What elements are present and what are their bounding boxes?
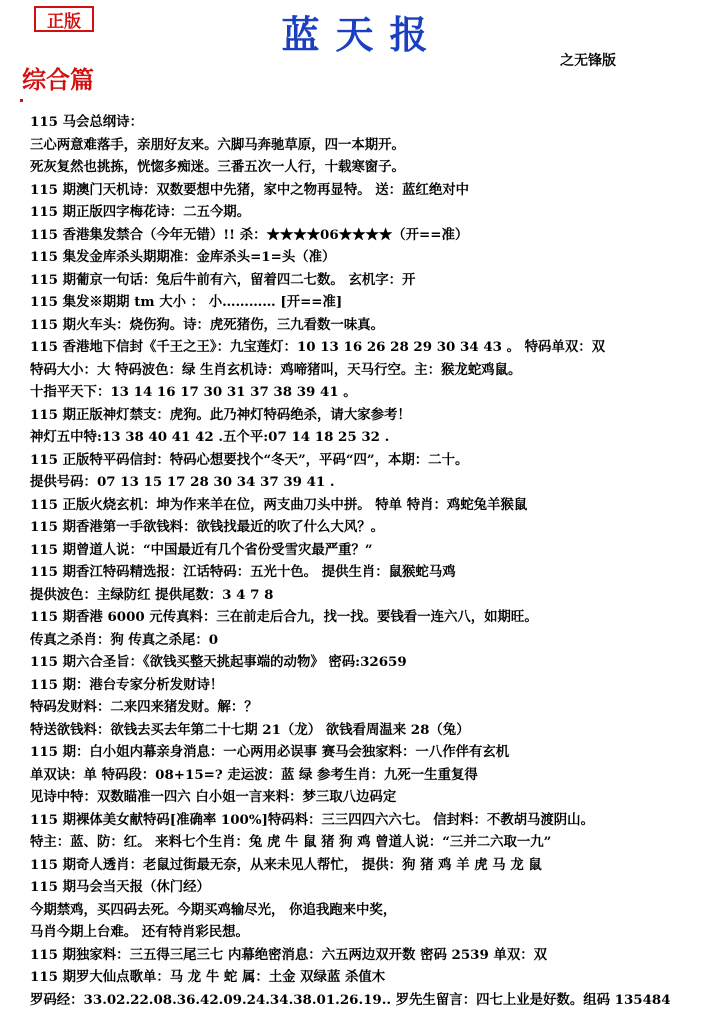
text-line: 罗码经：33.02.22.08.36.42.09.24.34.38.01.26.19.. 罗先生留言：四七上业是好数。组码 135484 <box>30 989 720 1011</box>
content-lines <box>30 111 720 1011</box>
text-line: 115 期香江特码精选报：江话特码：五光十色。 提供生肖：鼠猴蛇马鸡 <box>30 561 720 584</box>
text-line: 115 期火车头：烧伤狗。诗：虎死猪伤，三九看数一味真。 <box>30 314 720 337</box>
text-line: 115 期马会当天报（休门经） <box>30 876 720 899</box>
text-line: 115 期正版四字梅花诗：二五今期。 <box>30 201 720 224</box>
text-line: 115 期奇人透肖：老鼠过街最无奈，从来未见人帮忙， 提供：狗 猪 鸡 羊 虎 马 龙 鼠 <box>30 854 720 877</box>
text-line: 115 期独家料：三五得三尾三七 内幕绝密消息：六五两边双开数 密码 2539 单双：双 <box>30 944 720 967</box>
decorative-dot <box>20 99 23 102</box>
text-line: 115 马会总纲诗： <box>30 111 720 134</box>
text-line: 115 期罗大仙点歌单：马 龙 牛 蛇 属：土金 双绿蓝 杀值木 <box>30 966 720 989</box>
text-line: 115 期香港第一手欲钱料：欲钱找最近的吹了什么大风？。 <box>30 516 720 539</box>
genuine-badge: 正版 <box>34 6 94 32</box>
page-title: 蓝天报 <box>0 4 725 59</box>
text-line: 115 期葡京一句话：兔后牛前有六，留着四二七数。 玄机字：开 <box>30 269 720 292</box>
text-line: 特送欲钱料：欲钱去买去年第二十七期 21（龙） 欲钱看周温来 28（兔） <box>30 719 720 742</box>
text-line: 死灰复然也挑拣，恍惚多痴迷。三番五次一人行，十载寒窗子。 <box>30 156 720 179</box>
text-line: 115 期裸体美女献特码[准确率 100%]特码料：三三四四六六七。 信封料：不教胡马渡阴山。 <box>30 809 720 832</box>
text-line: 115 集发金库杀头期期准：金库杀头=1=头（准） <box>30 246 720 269</box>
text-line: 115 正版特平码信封：特码心想要找个“冬天”，平码“四”，本期：二十。 <box>30 449 720 472</box>
text-line: 十指平天下：13 14 16 17 30 31 37 38 39 41 。 <box>30 381 720 404</box>
text-line: 单双诀：单 特码段：08+15=? 走运波：蓝 绿 参考生肖：九死一生重复得 <box>30 764 720 787</box>
text-line: 提供波色：主绿防红 提供尾数：3 4 7 8 <box>30 584 720 607</box>
text-line: 神灯五中特:13 38 40 41 42 .五个平:07 14 18 25 32 . <box>30 426 720 449</box>
text-line: 今期禁鸡，买四码去死。今期买鸡输尽光， 你追我跑来中奖， <box>30 899 720 922</box>
text-line: 提供号码：07 13 15 17 28 30 34 37 39 41 . <box>30 471 720 494</box>
text-line: 115 香港集发禁合（今年无错）!! 杀：★★★★06★★★★（开==准） <box>30 224 720 247</box>
text-line: 115 集发※期期 tm 大小 ： 小………… [开==准] <box>30 291 720 314</box>
text-line: 115 正版火烧玄机：坤为作来羊在位，两支曲刀头中拼。 特单 特肖：鸡蛇兔羊猴鼠 <box>30 494 720 517</box>
text-line: 115 期香港 6000 元传真料：三在前走后合九，找一找。要钱看一连六八，如期旺。 <box>30 606 720 629</box>
text-line: 三心两意难落手，亲朋好友来。六脚马奔驰草原，四一本期开。 <box>30 134 720 157</box>
text-line: 特码发财料：二来四来猪发财。解：？ <box>30 696 720 719</box>
section-heading: 综合篇 <box>22 60 94 95</box>
edition-label: 之无锋版 <box>560 50 616 70</box>
text-line: 特主：蓝、防：红。 来料七个生肖：兔 虎 牛 鼠 猪 狗 鸡 曾道人说：“三并二六取一九” <box>30 831 720 854</box>
text-line: 传真之杀肖：狗 传真之杀尾：0 <box>30 629 720 652</box>
text-line: 115 期：港台专家分析发财诗！ <box>30 674 720 697</box>
text-line: 马肖今期上台难。 还有特肖彩民想。 <box>30 921 720 944</box>
text-line: 特码大小：大 特码波色：绿 生肖玄机诗：鸡啼猪叫，天马行空。主：猴龙蛇鸡鼠。 <box>30 359 720 382</box>
text-line: 见诗中特：双数瞄准一四六 白小姐一言来料：梦三取八边码定 <box>30 786 720 809</box>
text-line: 115 期六合圣旨：《欲钱买整天挑起事端的动物》 密码:32659 <box>30 651 720 674</box>
text-line: 115 期曾道人说：“中国最近有几个省份受雪灾最严重？” <box>30 539 720 562</box>
text-line: 115 期正版神灯禁支：虎狗。此乃神灯特码绝杀，请大家参考！ <box>30 404 720 427</box>
text-line: 115 期澳门天机诗：双数要想中先猪，家中之物再显特。 送：蓝红绝对中 <box>30 179 720 202</box>
text-line: 115 香港地下信封《千王之王》：九宝莲灯：10 13 16 26 28 29 30 34 43 。 特码单双：双 <box>30 336 720 359</box>
text-line: 115 期：白小姐内幕亲身消息：一心两用必误事 赛马会独家料：一八作伴有玄机 <box>30 741 720 764</box>
